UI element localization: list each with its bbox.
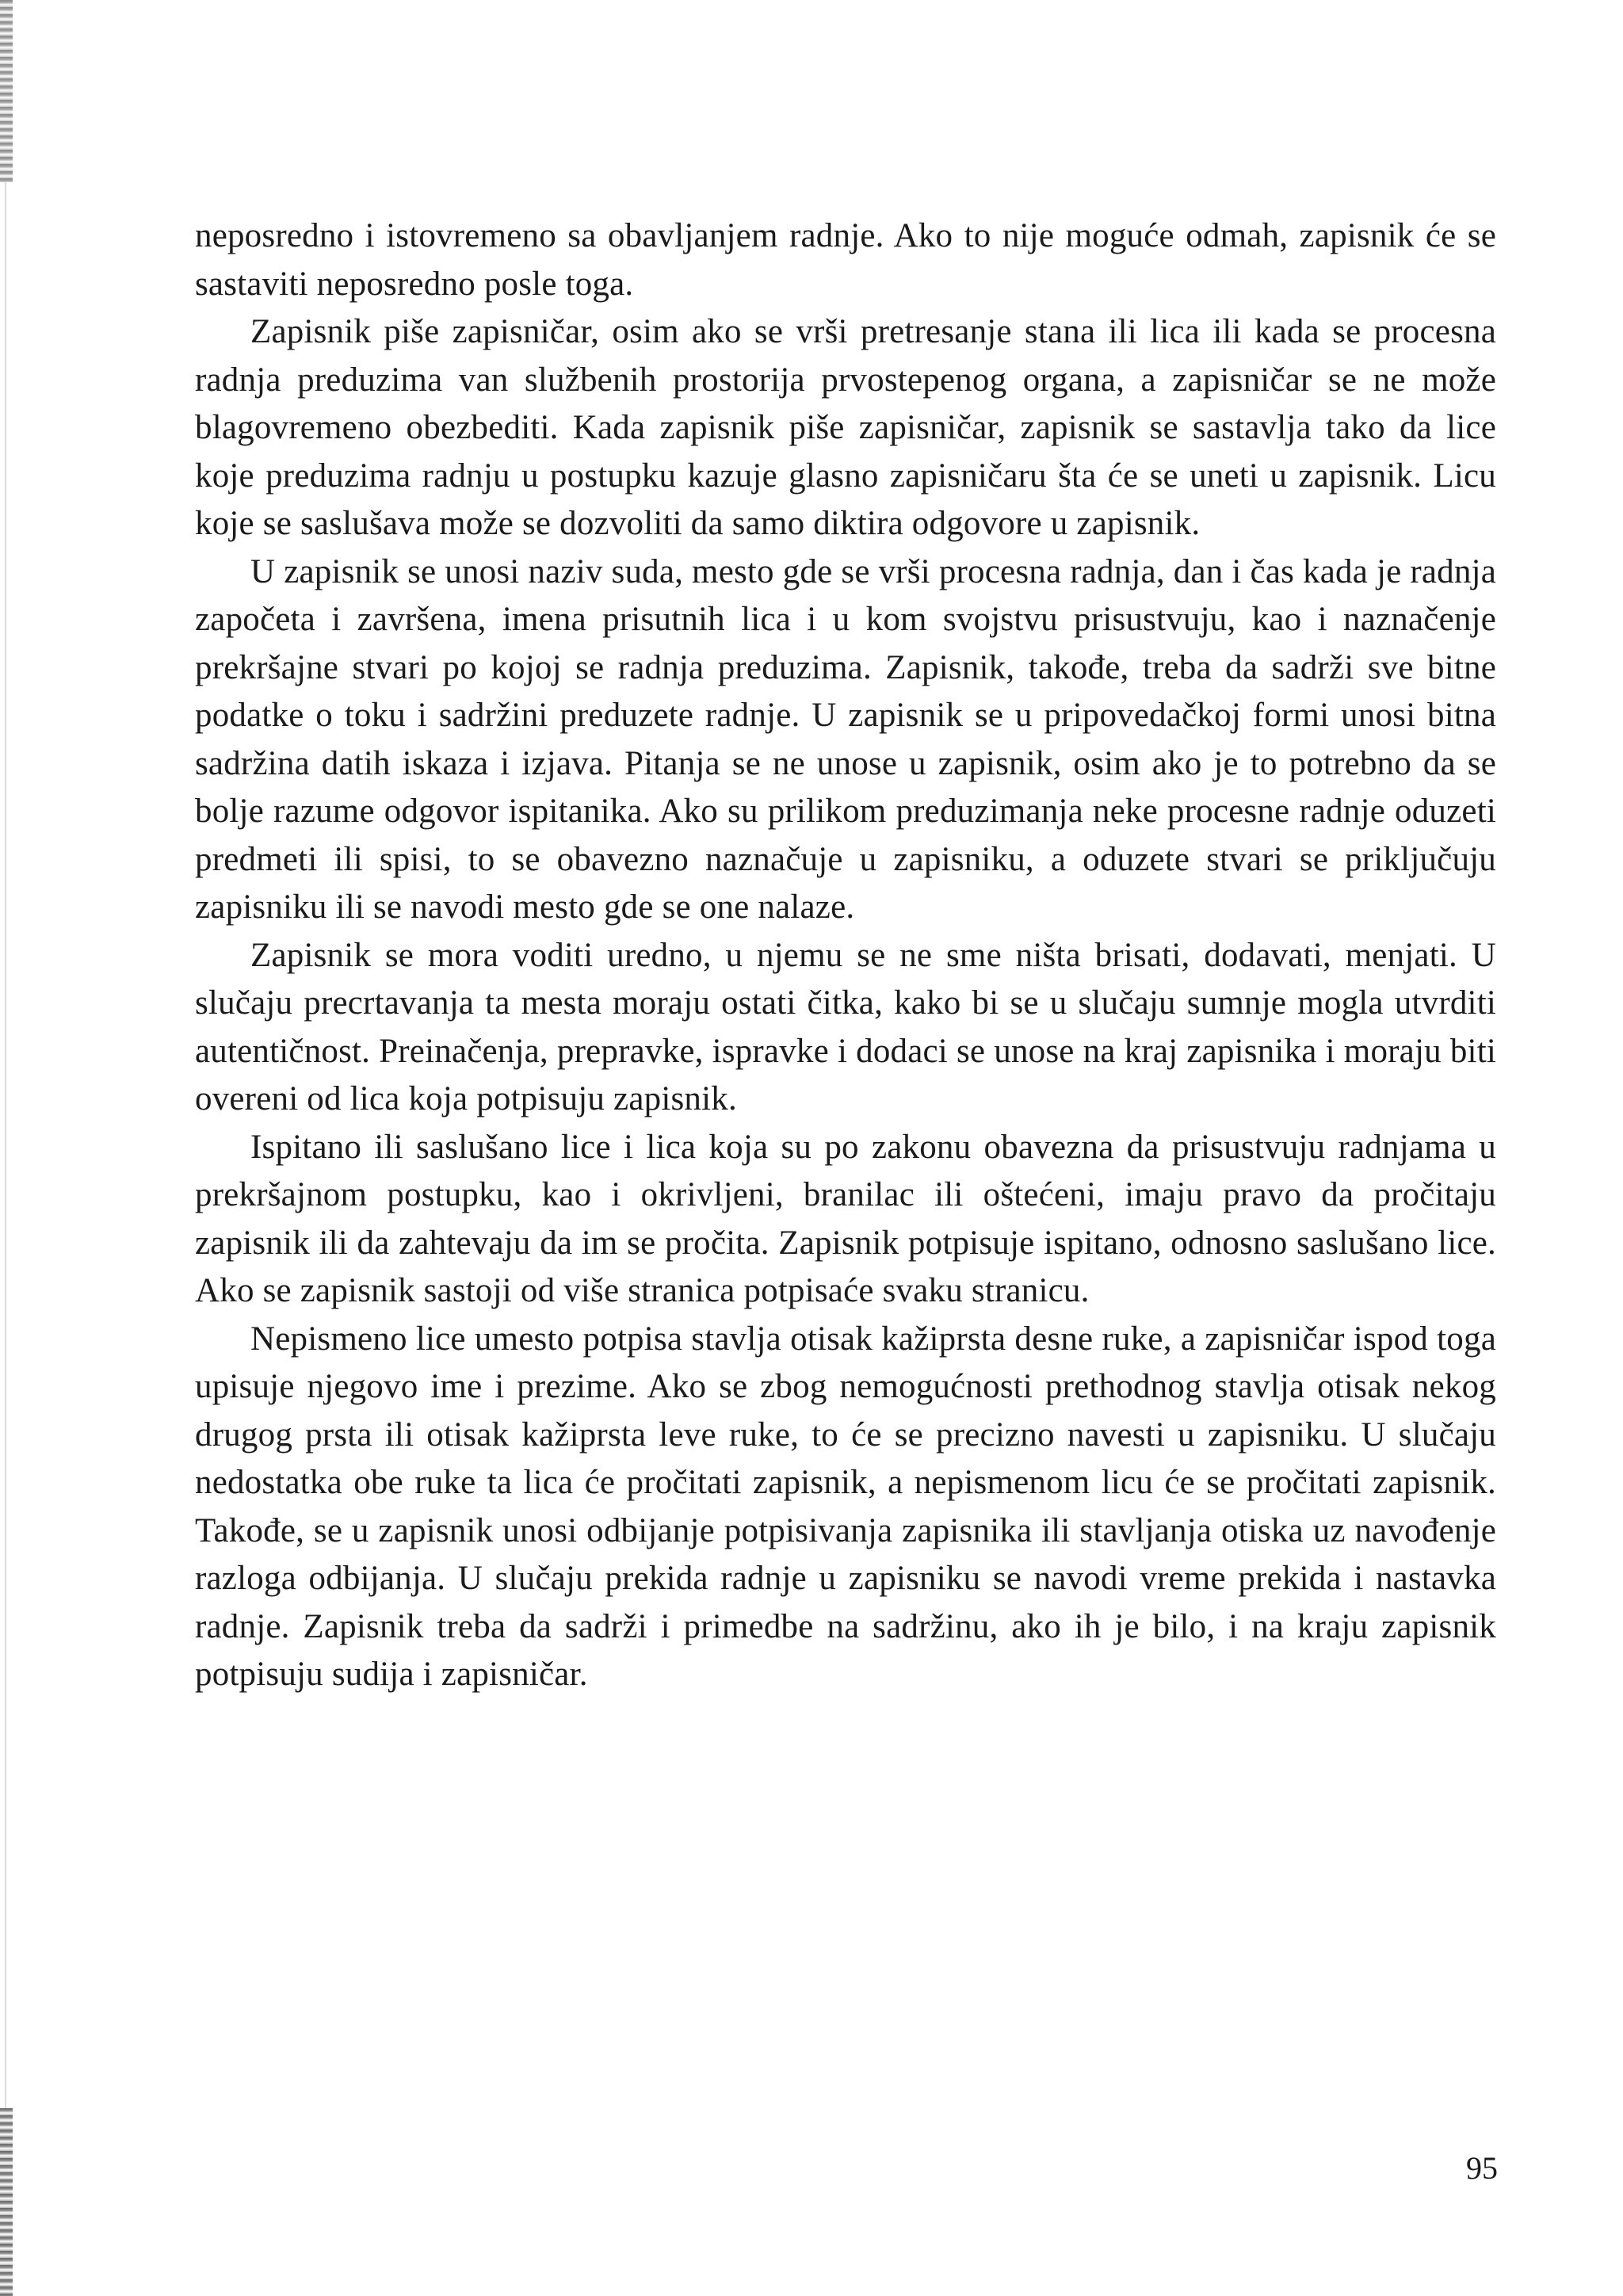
paragraph-illiterate-signature: Nepismeno lice umesto potpisa stavlja otisak kažiprsta desne ruke, a zapisničar ispod toga upisuje njegovo ime i prezime. Ako se zbog nemogućnosti prethodnog stavlja otisak nekog drugog prsta ili otisak kažiprsta leve ruke, to će se precizno navesti u zapisniku. U slučaju nedostatka obe ruke ta lica će pročitati zapisnik, a nepismenom licu će se pročitati zapisnik. Takođe, se u zapisnik unosi odbijanje potpisivanja zapisnika ili stavljanja otiska uz navođenje razloga odbijanja. U slučaju prekida radnje u zapisniku se navodi vreme prekida i nastavka radnje. Zapisnik treba da sadrži i primedbe na sadržinu, ako ih je bilo, i na kraju zapisnik potpisuju sudija i zapisničar.: [195, 1320, 1496, 1693]
scan-edge-bottom: [0, 2108, 13, 2296]
paragraph-zapisnik-contents: U zapisnik se unosi naziv suda, mesto gde se vrši procesna radnja, dan i čas kada je radnja započeta i završena, imena prisutnih lica i u kom svojstvu prisustvuju, kao i naznačenje prekršajne stvari po kojoj se radnja preduzima. Zapisnik, takođe, treba da sadrži sve bitne podatke o toku i sadržini preduzete radnje. U zapisnik se u pripovedačkoj formi unosi bitna sadržina datih iskaza i izjava. Pitanja se ne unose u zapisnik, osim ako je to potrebno da se bolje razume odgovor ispitanika. Ako su prilikom preduzimanja neke procesne radnje oduzeti predmeti ili spisi, to se obavezno naznačuje u zapisniku, a oduzete stvari se priključuju zapisniku ili se navodi mesto gde se one nalaze.: [195, 552, 1496, 926]
paragraph-continuation: neposredno i istovremeno sa obavljanjem radnje. Ako to nije moguće odmah, zapisnik će se sastaviti neposredno posle toga.: [195, 217, 1496, 303]
paragraph-zapisnicar: Zapisnik piše zapisničar, osim ako se vrši pretresanje stana ili lica ili kada se procesna radnja preduzima van službenih prostorija prvostepenog organa, a zapisničar se ne može blagovremeno obezbediti. Kada zapisnik piše zapisničar, zapisnik se sastavlja tako da lice koje preduzima radnju u postupku kazuje glasno zapisničaru šta će se uneti u zapisnik. Licu koje se saslušava može se dozvoliti da samo diktira odgovore u zapisnik.: [195, 313, 1496, 542]
page-number: 95: [1466, 2150, 1498, 2186]
scan-edge-line: [5, 182, 6, 2108]
scan-edge-top: [0, 0, 13, 182]
paragraph-reading-rights: Ispitano ili saslušano lice i lica koja su po zakonu obavezna da prisustvuju radnjama u prekršajnom postupku, kao i okrivljeni, branilac ili oštećeni, imaju pravo da pročitaju zapisnik ili da zahtevaju da im se pročita. Zapisnik potpisuje ispitano, odnosno saslušano lice. Ako se zapisnik sastoji od više stranica potpisaće svaku stranicu.: [195, 1128, 1496, 1309]
paragraph-zapisnik-order: Zapisnik se mora voditi uredno, u njemu se ne sme ništa brisati, dodavati, menjati. U slučaju precrtavanja ta mesta moraju ostati čitka, kako bi se u slučaju sumnje mogla utvrditi autentičnost. Preinačenja, prepravke, ispravke i dodaci se unose na kraj zapisnika i moraju biti overeni od lica koja potpisuju zapisnik.: [195, 936, 1496, 1117]
body-text: [195, 212, 1496, 1699]
